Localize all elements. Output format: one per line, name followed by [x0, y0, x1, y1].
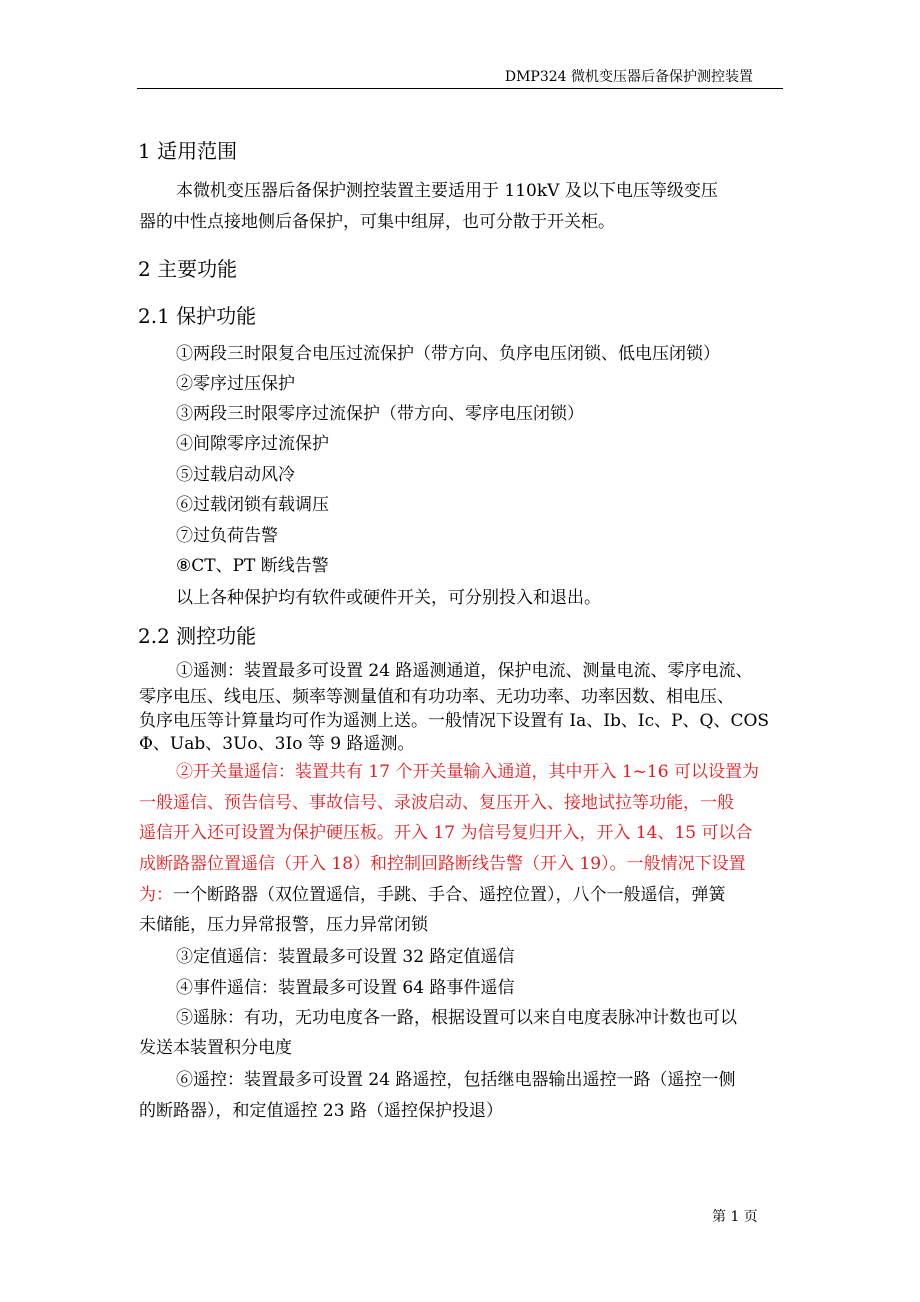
setting-signal-line: ③定值遥信：装置最多可设置 32 路定值遥信 [176, 947, 515, 967]
event-signal-line: ④事件遥信：装置最多可设置 64 路事件遥信 [176, 978, 515, 998]
pulse-line-2: 发送本装置积分电度 [139, 1038, 292, 1058]
switch-signal-line-4: 成断路器位置遥信（开入 18）和控制回路断线告警（开入 19）。一般情况下设置 [139, 854, 746, 874]
protection-item-4: ④间隙零序过流保护 [176, 434, 329, 454]
remote-control-line-2: 的断路器），和定值遥控 23 路（遥控保护投退） [139, 1101, 503, 1121]
switch-signal-line-5 [139, 880, 726, 905]
switch-signal-line-3: 遥信开入还可设置为保护硬压板。开入 17 为信号复归开入，开入 14、15 可以合 [139, 823, 753, 843]
page-number: 第 1 页 [712, 1209, 758, 1225]
section-1-line-1: 本微机变压器后备保护测控装置主要适用于 110kV 及以下电压等级变压 [176, 181, 718, 201]
section-2-heading: 2 主要功能 [138, 257, 238, 281]
protection-item-2: ②零序过压保护 [176, 374, 295, 394]
protection-item-6: ⑥过载闭锁有载调压 [176, 495, 329, 515]
switch-signal-tail-1: 一个断路器（双位置遥信，手跳、手合、遥控位置），八个一般遥信，弹簧 [173, 885, 726, 905]
switch-signal-line-2: 一般遥信、预告信号、事故信号、录波启动、复压开入、接地试拉等功能，一般 [139, 793, 734, 813]
telemetry-line-4: Φ、Uab、3Uo、3Io 等 9 路遥测。 [139, 734, 415, 754]
section-1-heading: 1 适用范围 [138, 139, 238, 163]
protection-item-8: ⑧CT、PT 断线告警 [176, 556, 329, 576]
switch-signal-red-tail: 为： [139, 885, 173, 905]
switch-signal-line-6: 未储能，压力异常报警，压力异常闭锁 [139, 915, 428, 935]
protection-note: 以上各种保护均有软件或硬件开关，可分别投入和退出。 [176, 588, 601, 608]
telemetry-line-3: 负序电压等计算量均可作为遥测上送。一般情况下设置有 Ia、Ib、Ic、P、Q、COS [139, 711, 770, 731]
protection-item-3: ③两段三时限零序过流保护（带方向、零序电压闭锁） [176, 404, 584, 424]
remote-control-line-1: ⑥遥控：装置最多可设置 24 路遥控，包括继电器输出遥控一路（遥控一侧 [176, 1070, 736, 1090]
page-header [137, 62, 783, 89]
protection-item-1: ①两段三时限复合电压过流保护（带方向、负序电压闭锁、低电压闭锁） [176, 344, 720, 364]
section-2-1-heading: 2.1 保护功能 [138, 304, 257, 328]
section-1-line-2: 器的中性点接地侧后备保护，可集中组屏，也可分散于开关柜。 [139, 212, 615, 232]
telemetry-line-2: 零序电压、线电压、频率等测量值和有功功率、无功功率、功率因数、相电压、 [139, 687, 734, 707]
protection-item-5: ⑤过载启动风冷 [176, 465, 295, 485]
section-2-2-heading: 2.2 测控功能 [138, 624, 257, 648]
protection-item-7: ⑦过负荷告警 [176, 526, 278, 546]
telemetry-line-1: ①遥测：装置最多可设置 24 路遥测通道，保护电流、测量电流、零序电流、 [176, 661, 753, 681]
switch-signal-line-1: ②开关量遥信：装置共有 17 个开关量输入通道，其中开入 1~16 可以设置为 [176, 762, 759, 782]
header-title: DMP324 微机变压器后备保护测控装置 [504, 69, 753, 85]
pulse-line-1: ⑤遥脉：有功，无功电度各一路，根据设置可以来自电度表脉冲计数也可以 [176, 1008, 737, 1028]
